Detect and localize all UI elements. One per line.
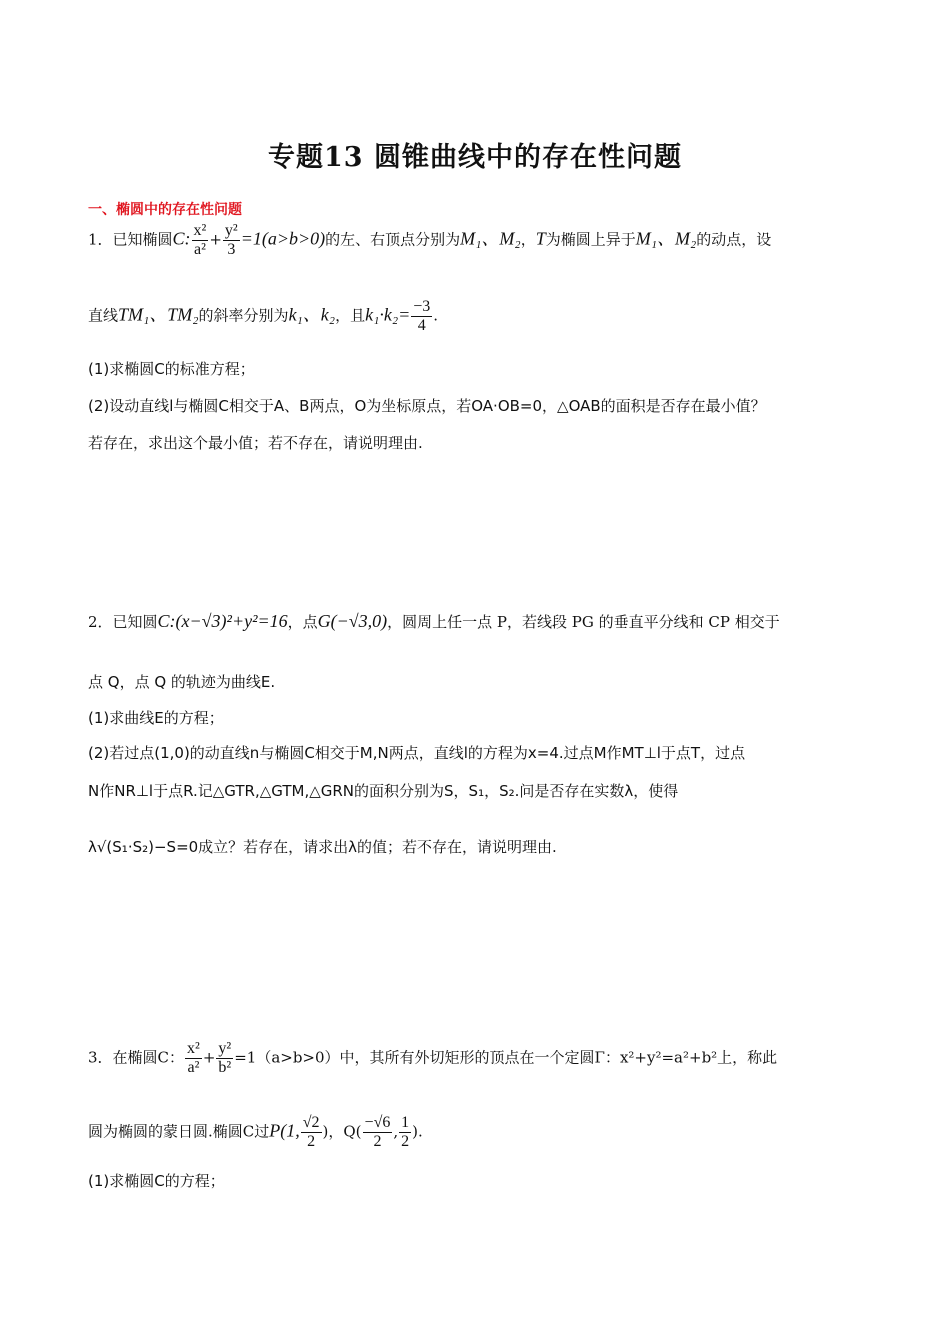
problem-3-question-1: (1)求椭圆C的方程； [88,1172,225,1190]
text: , [393,1122,399,1141]
page-title: 专题13 圆锥曲线中的存在性问题 [268,142,682,173]
math: M₁、M₂ [460,228,521,249]
math: G(−√3,0) [317,611,388,631]
fraction: $\frac{-√6}{2}$ [364,1114,391,1150]
problem-2-line-2: 点 Q，点 Q 的轨迹为曲线E. [88,673,276,691]
problem-3-line-2 [88,1114,878,1151]
fraction: $\frac{-3}{4}$ [413,298,431,334]
math: =1(a>b>0) [240,228,326,249]
math: + [209,230,222,249]
text: ). [412,1122,423,1141]
math: C:(x−√3)²+y²=16 [157,611,288,631]
problem-2-question-1: (1)求曲线E的方程； [88,709,224,727]
problem-1-line-1 [88,222,878,259]
problem-2-question-2c: λ√(S₁·S₂)−S=0成立？若存在，请求出λ的值；若不存在，请说明理由. [88,838,557,856]
fraction: $\frac{\text{x²}}{\text{a²}}$ [193,222,207,258]
problem-1-question-1: (1)求椭圆C的标准方程； [88,360,255,378]
fraction: $\frac{\text{x²}}{\text{a²}}$ [187,1040,200,1076]
problem-2-line-1 [88,610,878,633]
text: ， [520,230,536,249]
math: M₁、M₂ [635,228,697,249]
text: 3．在椭圆C： [88,1048,185,1067]
text: 2．已知圆 [88,613,158,631]
fraction: $\frac{1}{2}$ [401,1114,410,1150]
text: 圆为椭圆的蒙日圆.椭圆C过 [88,1122,270,1141]
fraction: $\frac{\text{y²}}{3}$ [224,222,238,258]
text: )，Q( [322,1122,362,1141]
math: P(1, [269,1120,300,1141]
problem-2-question-2b: N作NR⊥l于点R.记△GTR,△GTM,△GRN的面积分别为S，S₁，S₂.问是否存在实数λ，使得 [88,782,679,800]
text: ，且 [335,306,366,325]
text: 的动点，设 [696,230,772,249]
math: T [535,228,546,249]
text: . [433,306,439,325]
text: 的斜率分别为 [198,306,289,325]
text: 直线 [88,306,119,325]
problem-2-question-2a: (2)若过点(1,0)的动直线n与椭圆C相交于M,N两点，直线l的方程为x=4.过点M作MT⊥l于点T，过点 [88,744,746,762]
math: k₁、k₂ [288,304,336,325]
math: k₁·k₂= [365,304,411,325]
problem-1-question-2b: 若存在，求出这个最小值；若不存在，请说明理由. [88,434,423,452]
math: TM₁、TM₂ [118,304,199,325]
fraction: $\frac{\text{y²}}{\text{b²}}$ [218,1040,232,1076]
math: C: [172,228,191,249]
problem-1-question-2: (2)设动直线l与椭圆C相交于A、B两点，O为坐标原点，若OA·OB=0，△OAB的面积是否存在最小值？ [88,397,766,415]
problem-3-line-1 [88,1040,878,1077]
text: 的左、右顶点分别为 [325,230,461,249]
text: 为椭圆上异于 [545,230,636,249]
text: ，圆周上任一点 P，若线段 PG 的垂直平分线和 CP 相交于 [387,613,780,631]
text: ，点 [287,613,318,631]
text: =1（a>b>0）中，其所有外切矩形的顶点在一个定圆Γ：x²+y²=a²+b²上，称此 [234,1048,778,1067]
math: + [202,1048,216,1067]
section-heading: 一、椭圆中的存在性问题 [88,202,242,218]
fraction: $\frac{√2}{2}$ [302,1114,320,1150]
problem-1-line-2 [88,298,878,335]
text: 1．已知椭圆 [88,230,173,249]
